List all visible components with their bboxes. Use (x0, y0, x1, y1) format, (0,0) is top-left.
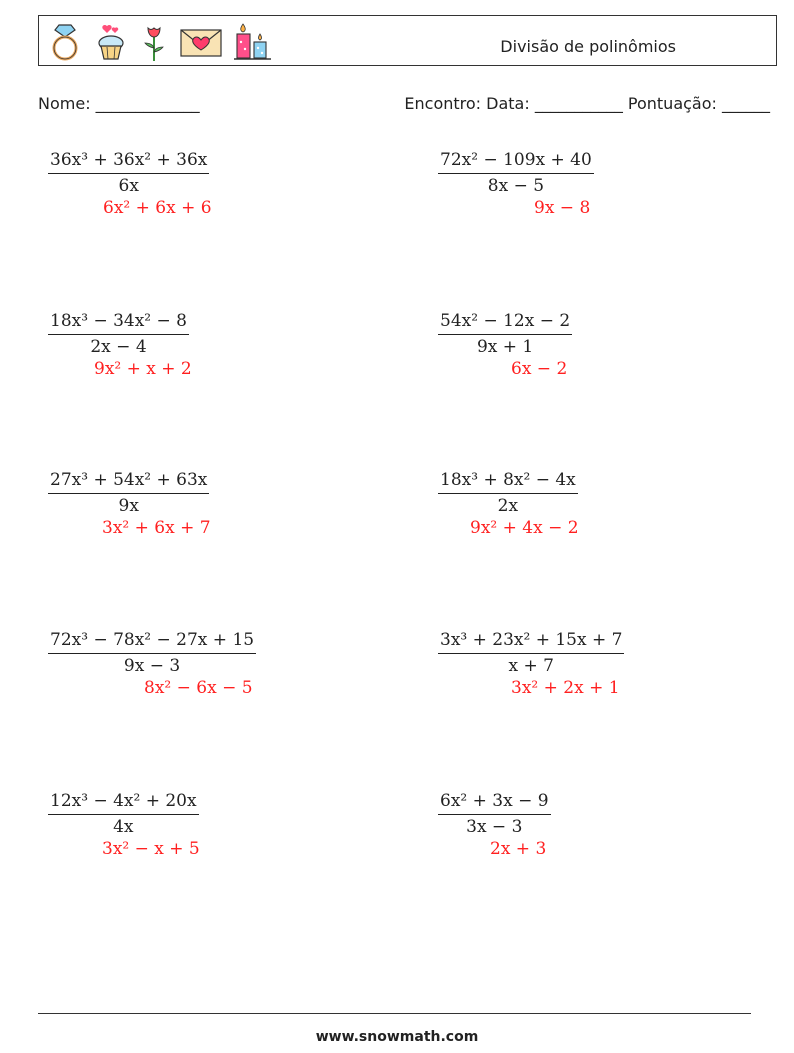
fraction (438, 468, 578, 518)
problem-2 (438, 148, 778, 248)
ring-icon (47, 22, 83, 62)
denominator: 9x − 3 (123, 656, 181, 676)
answer: 9x − 8 (534, 198, 591, 218)
answer: 9x² + 4x − 2 (470, 518, 579, 538)
love-letter-icon (179, 22, 223, 62)
answer: 3x² + 2x + 1 (511, 678, 620, 698)
numerator: 3x³ + 23x² + 15x + 7 (438, 628, 624, 654)
cupcake-icon (93, 22, 129, 62)
problem-9 (48, 789, 388, 889)
answer: 3x² + 6x + 7 (102, 518, 211, 538)
problem-7 (48, 628, 388, 728)
name-field-label: Nome: _____________ (38, 94, 200, 113)
answer: 6x − 2 (511, 359, 568, 379)
rose-icon (139, 22, 169, 62)
fraction (438, 148, 594, 198)
numerator: 12x³ − 4x² + 20x (48, 789, 199, 815)
denominator: x + 7 (508, 656, 554, 676)
answer: 9x² + x + 2 (94, 359, 192, 379)
numerator: 6x² + 3x − 9 (438, 789, 551, 815)
fraction (48, 148, 209, 198)
fraction (438, 309, 572, 359)
problem-4 (438, 309, 778, 409)
worksheet-title: Divisão de polinômios (500, 37, 676, 56)
denominator: 8x − 5 (487, 176, 545, 196)
header-box (38, 15, 777, 66)
numerator: 54x² − 12x − 2 (438, 309, 572, 335)
footer-url[interactable]: www.snowmath.com (315, 1029, 479, 1045)
fraction (48, 789, 199, 839)
numerator: 36x³ + 36x² + 36x (48, 148, 209, 174)
answer: 6x² + 6x + 6 (103, 198, 212, 218)
fraction (48, 468, 209, 518)
denominator: 9x + 1 (476, 337, 534, 357)
denominator: 2x (497, 496, 519, 516)
problem-10 (438, 789, 778, 889)
denominator: 9x (118, 496, 139, 516)
fraction (438, 789, 551, 839)
footer-divider (38, 1013, 751, 1014)
candles-icon (233, 22, 273, 62)
answer: 3x² − x + 5 (102, 839, 200, 859)
answer: 2x + 3 (490, 839, 547, 859)
numerator: 18x³ − 34x² − 8 (48, 309, 189, 335)
header-icons (47, 20, 273, 64)
problem-3 (48, 309, 388, 409)
numerator: 27x³ + 54x² + 63x (48, 468, 209, 494)
problem-6 (438, 468, 778, 568)
problem-5 (48, 468, 388, 568)
date-score-label: Encontro: Data: ___________ Pontuação: ______ (404, 94, 770, 113)
answer: 8x² − 6x − 5 (144, 678, 253, 698)
problem-8 (438, 628, 778, 728)
fraction (48, 309, 189, 359)
numerator: 72x³ − 78x² − 27x + 15 (48, 628, 256, 654)
fraction (438, 628, 624, 678)
numerator: 72x² − 109x + 40 (438, 148, 594, 174)
problem-1 (48, 148, 388, 248)
denominator: 3x − 3 (466, 817, 523, 837)
denominator: 2x − 4 (90, 337, 147, 357)
denominator: 6x (118, 176, 139, 196)
fraction (48, 628, 256, 678)
numerator: 18x³ + 8x² − 4x (438, 468, 578, 494)
denominator: 4x (113, 817, 134, 837)
